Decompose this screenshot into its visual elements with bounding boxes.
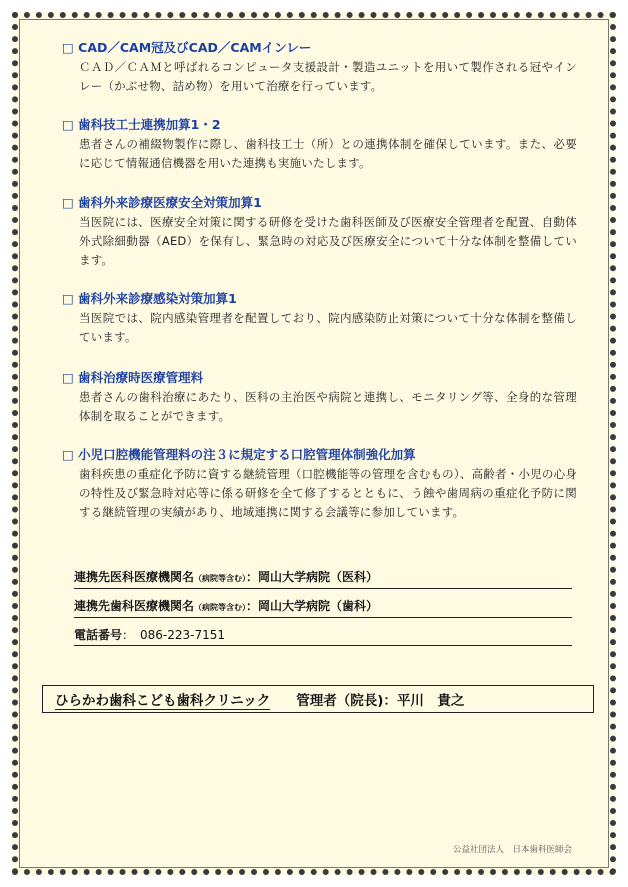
clinic-manager: 管理者（院長)：平川 貴之: [296, 693, 465, 709]
clinic-name: ひらかわ歯科こども歯科クリニック: [55, 689, 270, 710]
section-body: 歯科疾患の重症化予防に資する継続管理（口腔機能等の管理を含むもの）、高齢者・小児の心身の特性及び緊急時対応等に係る研修を全て修了するとともに、う蝕や歯周病の重症化予防に関する継続管理の実績があり、地域連携に関する会議等に参加しています。: [79, 467, 577, 519]
section-body: 当医院では、院内感染管理者を配置しており、院内感染防止対策について十分な体制を整備しています。: [79, 311, 577, 344]
section-medical-safety: [62, 195, 582, 270]
section-heading: □ 小児口腔機能管理料の注３に規定する口腔管理体制強化加算: [62, 447, 416, 462]
phone-label: 電話番号: [74, 628, 123, 642]
medical-partner-line: [74, 569, 572, 589]
medical-partner-note: （病院等含む）: [194, 574, 247, 583]
section-body: ＣＡＤ／ＣＡＭと呼ばれるコンピュータ支援設計・製造ユニットを用いて製作される冠やインレー（かぶせ物、詰め物）を用いて治療を行っています。: [79, 60, 577, 93]
section-heading: □ 歯科治療時医療管理料: [62, 370, 204, 385]
section-medical-management: [62, 370, 582, 426]
section-oral-management: [62, 447, 582, 522]
medical-partner-label: 連携先医科医療機関名: [74, 570, 195, 584]
medical-partner-value: ：岡山大学病院（医科）: [246, 570, 379, 584]
phone-value: ： 086-223-7151: [122, 628, 226, 642]
footer-organization: 公益社団法人 日本歯科医師会: [452, 845, 572, 855]
phone-line: [74, 627, 572, 646]
section-infection-control: [62, 291, 582, 347]
section-heading: □ 歯科技工士連携加算1・2: [62, 117, 221, 132]
section-heading: □ CAD／CAM冠及びCAD／CAMインレー: [62, 40, 312, 55]
dental-partner-label: 連携先歯科医療機関名: [74, 599, 195, 613]
dental-partner-line: [74, 598, 572, 618]
section-body: 患者さんの補綴物製作に際し、歯科技工士（所）との連携体制を確保しています。また、必要に応じて情報通信機器を用いた連携も実施いたします。: [79, 137, 577, 170]
dental-partner-value: ：岡山大学病院（歯科）: [246, 599, 379, 613]
clinic-info-box: [42, 685, 594, 713]
section-heading: □ 歯科外来診療医療安全対策加算1: [62, 195, 262, 210]
dental-partner-note: （病院等含む）: [194, 603, 247, 612]
section-technician-collaboration: [62, 117, 582, 173]
section-cad-cam: [62, 40, 582, 96]
section-body: 当医院には、医療安全対策に関する研修を受けた歯科医師及び医療安全管理者を配置、自動体外式除細動器（AED）を保有し、緊急時の対応及び医療安全について十分な体制を整備しています。: [79, 215, 577, 267]
section-body: 患者さんの歯科治療にあたり、医科の主治医や病院と連携し、モニタリング等、全身的な管理体制を取ることができます。: [79, 390, 577, 423]
section-heading: □ 歯科外来診療感染対策加算1: [62, 291, 237, 306]
